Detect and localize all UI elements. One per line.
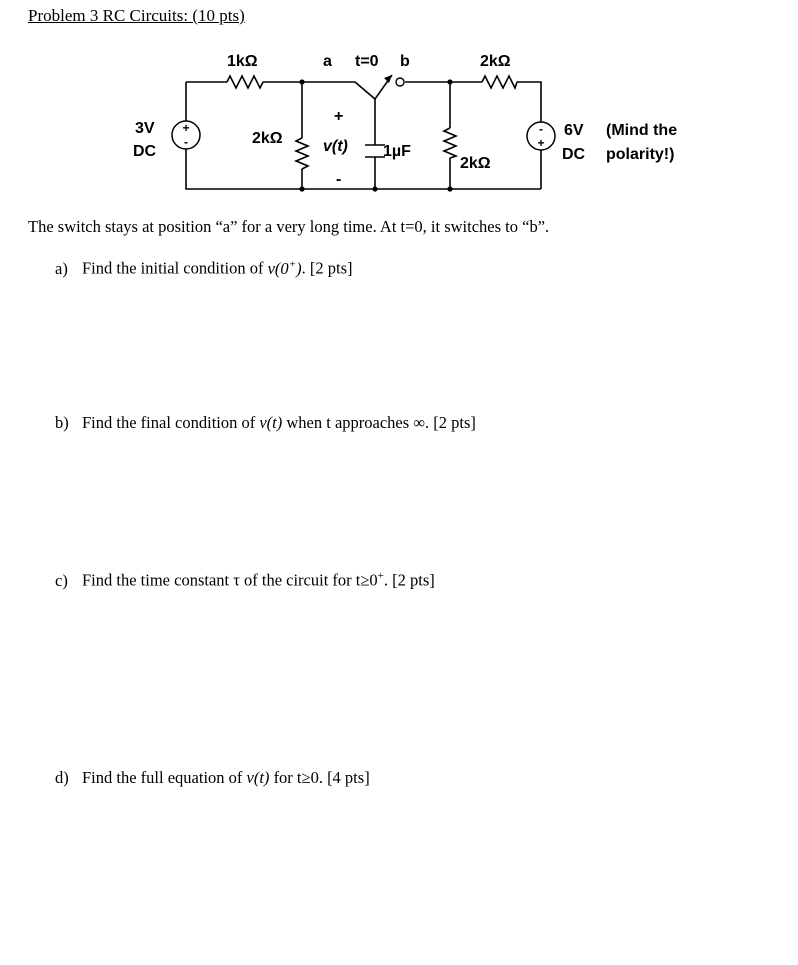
junction-dot [372, 186, 377, 191]
label-switch-b: b [400, 53, 410, 70]
label-minus: - [336, 171, 342, 188]
label-r-top-right: 2kΩ [480, 53, 511, 70]
question-a: a) Find the initial condition of v(0+). [2 pts] [55, 258, 353, 278]
resistor-1k-symbol [227, 76, 263, 88]
label-plus: + [334, 108, 344, 125]
problem-title: Problem 3 RC Circuits: (10 pts) [28, 6, 245, 25]
resistor-2k-top-symbol [482, 76, 517, 88]
label-switch-time: t=0 [355, 53, 379, 70]
voltage-source-6v-symbol [527, 122, 555, 150]
label-6v-dc: DC [562, 146, 586, 163]
question-c: c) Find the time constant τ of the circuit for t≥0+. [2 pts] [55, 570, 435, 590]
label-3v: 3V [135, 120, 155, 137]
svg-text:+: + [182, 121, 190, 135]
question-label: d) [55, 768, 69, 787]
question-d: d) Find the full equation of v(t) for t≥0. [4 pts] [55, 768, 370, 787]
junction-dot [299, 79, 304, 84]
junction-dot [299, 186, 304, 191]
svg-text:-: - [184, 135, 188, 149]
label-switch-a: a [323, 53, 332, 70]
resistor-2k-right-symbol [444, 128, 456, 158]
resistor-2k-left-symbol [296, 138, 308, 169]
question-label: b) [55, 413, 69, 432]
label-capacitor: 1µF [383, 143, 411, 160]
voltage-source-3v-symbol [172, 121, 200, 149]
question-label: a) [55, 258, 68, 278]
label-6v: 6V [564, 122, 584, 139]
label-r-top-left: 1kΩ [227, 53, 258, 70]
label-r-mid-right: 2kΩ [460, 155, 491, 172]
question-b: b) Find the final condition of v(t) when t approaches ∞. [2 pts] [55, 413, 476, 432]
circuit-wires [186, 82, 541, 189]
label-polarity-note-1: (Mind the [606, 122, 678, 139]
svg-text:+: + [537, 136, 545, 150]
switch-symbol [355, 75, 404, 99]
label-3v-dc: DC [133, 143, 157, 160]
label-r-mid-left: 2kΩ [252, 130, 283, 147]
circuit-diagram [0, 0, 798, 210]
junction-dot [447, 79, 452, 84]
label-capacitor-voltage: v(t) [323, 138, 348, 155]
question-label: c) [55, 570, 68, 590]
svg-text:-: - [539, 122, 543, 136]
capacitor-symbol [365, 145, 385, 157]
label-polarity-note-2: polarity!) [606, 146, 675, 163]
problem-intro: The switch stays at position “a” for a very long time. At t=0, it switches to “b”. [28, 217, 550, 236]
junction-dot [447, 186, 452, 191]
